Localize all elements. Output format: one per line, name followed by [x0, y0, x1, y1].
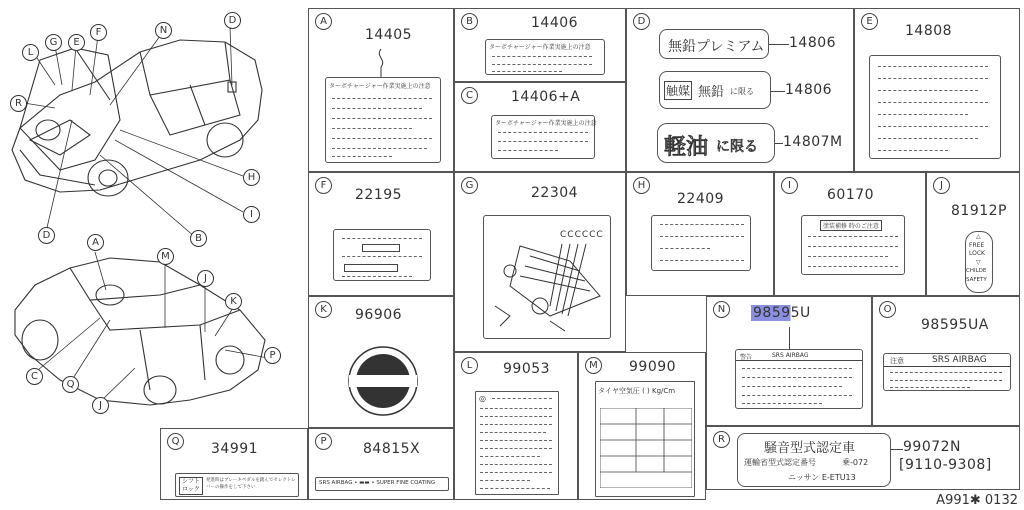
callout-d-top: D — [224, 12, 241, 29]
part-number: 60170 — [827, 187, 875, 203]
pressure-table — [600, 408, 692, 488]
panel-i — [774, 172, 926, 296]
part-number: 14406 — [531, 15, 579, 31]
label-title: SRS AIRBAG — [932, 355, 987, 365]
label-81912p — [965, 231, 993, 293]
callout-m: M — [157, 248, 174, 265]
label-84815x — [315, 477, 449, 491]
label-diesel-only — [657, 123, 775, 163]
label-title: 塗装補修 時のご注意 — [820, 220, 882, 231]
label-title: SRS AIRBAG — [772, 352, 809, 359]
panel-g — [454, 172, 626, 352]
label-22195 — [333, 229, 431, 281]
label-22304 — [483, 215, 611, 339]
panel-letter: O — [879, 301, 896, 318]
label-title: SRS AIRBAG • ▬▬ • SUPER FINE COATING — [319, 480, 436, 486]
panel-k — [308, 296, 454, 428]
label-line1: 騒音型式認定車 — [764, 441, 856, 456]
label-title: ターボチャージャー作業実施上の注意 — [495, 120, 597, 127]
label-14406 — [485, 39, 605, 75]
panel-d — [626, 8, 854, 172]
shift-lock-box: シフトロック — [179, 477, 203, 495]
label-text: 軽油 — [664, 135, 709, 160]
label-98595u — [735, 349, 863, 409]
label-title: タイヤ空気圧 ( ) Kg/Cm — [598, 387, 676, 395]
panel-letter: G — [461, 177, 478, 194]
label-14405 — [325, 77, 441, 163]
part-number: 98595UA — [921, 317, 989, 333]
panel-letter: M — [585, 357, 602, 374]
panel-m — [578, 352, 706, 500]
panel-letter: F — [315, 177, 332, 194]
label-line2-right: 乗-072 — [842, 458, 869, 467]
part-number: 14807M — [783, 134, 843, 150]
panel-a — [308, 8, 454, 172]
part-number: 14806 — [785, 82, 833, 98]
catalyst-box: 触媒 — [664, 81, 692, 100]
panel-letter: R — [713, 431, 730, 448]
part-number: 34991 — [211, 441, 259, 457]
part-number: 14808 — [905, 23, 953, 39]
label-unleaded-premium — [659, 29, 769, 59]
logo-icon: ◎ — [479, 394, 486, 403]
hose-marks: CCCCCC — [560, 230, 604, 240]
label-line: FREE — [969, 242, 985, 249]
callout-n: N — [155, 22, 172, 39]
part-number: 14406+A — [511, 89, 581, 105]
part-number: 99090 — [629, 359, 677, 375]
label-catalyst-unleaded — [659, 71, 771, 109]
callout-l: L — [22, 44, 39, 61]
diagram-code: A991✱ 0132 — [936, 493, 1018, 508]
callout-g: G — [45, 34, 62, 51]
callout-p: P — [264, 347, 281, 364]
part-number: 96906 — [355, 307, 403, 323]
part-number: 99072N — [903, 439, 962, 455]
part-number: 14405 — [365, 27, 413, 43]
panel-o — [872, 296, 1020, 426]
panel-l — [454, 352, 578, 500]
label-14808 — [869, 55, 1001, 159]
callout-h: H — [243, 169, 260, 186]
part-number: 81912P — [951, 203, 1007, 219]
label-line2-left: 運輸省型式認定番号 — [744, 458, 816, 467]
panel-letter: I — [781, 177, 798, 194]
down-triangle-icon: ▽ — [976, 259, 981, 266]
panel-q — [160, 428, 308, 500]
callout-i: I — [243, 206, 260, 223]
callout-d-low: D — [38, 227, 55, 244]
panel-letter: Q — [167, 433, 184, 450]
panel-p — [308, 428, 454, 500]
panel-f — [308, 172, 454, 296]
callout-a: A — [87, 234, 104, 251]
badge-emblem-icon — [343, 341, 423, 421]
label-60170 — [801, 215, 905, 275]
panel-letter: J — [933, 177, 950, 194]
label-34991 — [175, 473, 299, 497]
label-title: ターボチャージャー作業実施上の注意 — [489, 44, 591, 51]
panel-letter: A — [315, 13, 332, 30]
callout-c: C — [26, 368, 43, 385]
panel-b — [454, 8, 626, 82]
label-line: CHILDE — [966, 268, 987, 274]
panel-letter: K — [315, 301, 332, 318]
part-number: 22195 — [355, 187, 403, 203]
label-text: 無鉛 — [698, 85, 725, 100]
label-99053 — [475, 391, 559, 495]
panel-j — [926, 172, 1020, 296]
panel-letter: N — [713, 301, 730, 318]
panel-letter: C — [461, 87, 478, 104]
panel-letter: P — [315, 433, 332, 450]
part-number: 84815X — [363, 441, 421, 457]
label-line: SAFETY — [966, 277, 987, 283]
label-small: に限る — [716, 139, 758, 155]
callout-f: F — [90, 24, 107, 41]
panel-r — [706, 426, 1020, 490]
panel-e — [854, 8, 1020, 172]
panel-h — [626, 172, 774, 296]
panel-letter: H — [633, 177, 650, 194]
callout-q: Q — [62, 376, 79, 393]
callout-r: R — [10, 95, 27, 112]
callout-j-low: J — [92, 397, 109, 414]
part-number: 14806 — [789, 35, 837, 51]
label-title: 発進時はブレーキペダルを踏んでセレクトレバーの操作をして下さい — [206, 478, 296, 490]
part-number: 99053 — [503, 361, 551, 377]
label-prefix: 警告 — [740, 354, 753, 361]
engine-diagram-icon — [490, 226, 606, 336]
label-noise-certification — [737, 433, 891, 487]
label-98595ua — [883, 353, 1011, 391]
label-text: 無鉛プレミアム — [668, 39, 765, 55]
label-line3: ニッサン E-ETU13 — [788, 473, 856, 482]
label-prefix: 注意 — [890, 357, 904, 365]
panel-letter: B — [461, 13, 478, 30]
part-number: 22304 — [531, 185, 579, 201]
part-number: 98595U — [753, 305, 811, 321]
callout-e: E — [68, 34, 85, 51]
part-number-range: [9110-9308] — [899, 457, 992, 473]
callout-b: B — [190, 230, 207, 247]
part-number: 22409 — [677, 191, 725, 207]
panel-n — [706, 296, 872, 426]
callout-j-top: J — [197, 270, 214, 287]
label-tab-icon — [373, 47, 389, 77]
label-title: ターボチャージャー作業実施上の注意 — [329, 83, 431, 90]
panel-letter: E — [861, 13, 878, 30]
label-99090 — [595, 381, 695, 497]
label-small: に限る — [730, 87, 754, 96]
label-22409 — [651, 215, 751, 271]
label-14406a — [491, 115, 595, 159]
car-interior-illustration — [0, 240, 300, 420]
label-line: LOCK — [969, 250, 985, 257]
panel-letter: D — [633, 13, 650, 30]
up-triangle-icon: △ — [976, 233, 981, 240]
callout-k: K — [225, 293, 242, 310]
panel-c — [454, 82, 626, 172]
panel-letter: L — [461, 357, 478, 374]
